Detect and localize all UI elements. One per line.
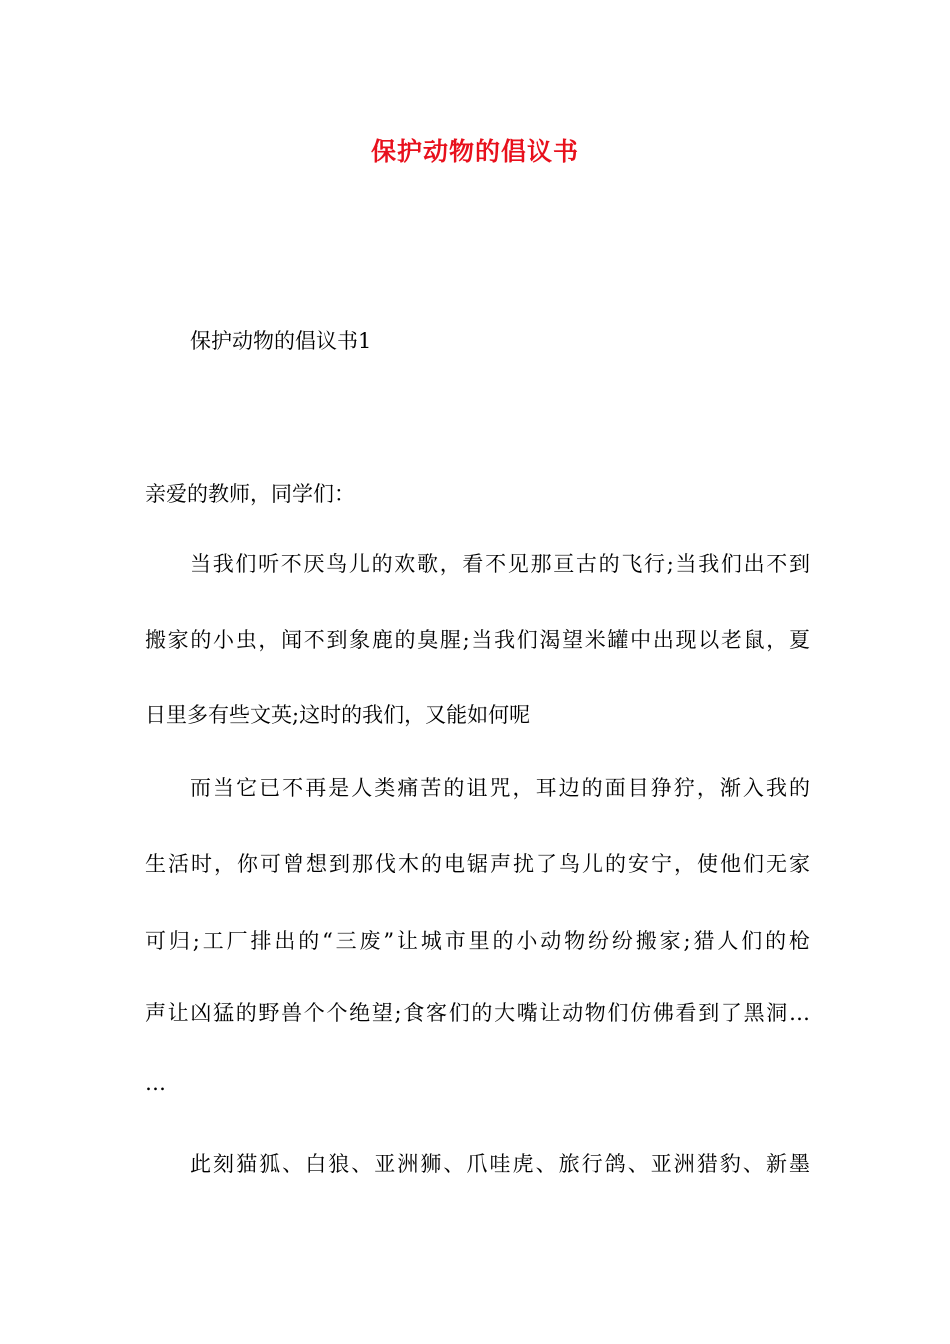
document-title: 保护动物的倡议书 bbox=[370, 137, 579, 166]
paragraph-3-line-1: 此刻猫狐、白狼、亚洲狮、爪哇虎、旅行鸽、亚洲猎豹、新墨 bbox=[190, 1152, 810, 1176]
paragraph-2-line-1: 而当它已不再是人类痛苦的诅咒，耳边的面目狰狞，渐入我的 bbox=[190, 776, 810, 800]
paragraph-2-line-2: 生活时，你可曾想到那伐木的电锯声扰了鸟儿的安宁，使他们无家 bbox=[145, 852, 810, 876]
paragraph-2-line-3: 可归;工厂排出的“三废”让城市里的小动物纷纷搬家;猎人们的枪 bbox=[145, 929, 810, 953]
greeting-line: 亲爱的教师，同学们： bbox=[145, 482, 355, 506]
paragraph-2-line-5: … bbox=[145, 1071, 166, 1095]
paragraph-2-line-4: 声让凶猛的野兽个个绝望;食客们的大嘴让动物们仿佛看到了黑洞… bbox=[145, 1001, 810, 1025]
paragraph-1-line-2: 搬家的小虫，闻不到象鹿的臭腥;当我们渴望米罐中出现以老鼠，夏 bbox=[145, 628, 810, 652]
section-heading: 保护动物的倡议书1 bbox=[190, 329, 372, 353]
paragraph-1-line-3: 日里多有些文英;这时的我们，又能如何呢 bbox=[145, 703, 531, 727]
paragraph-1-line-1: 当我们听不厌鸟儿的欢歌，看不见那亘古的飞行;当我们出不到 bbox=[190, 552, 810, 576]
